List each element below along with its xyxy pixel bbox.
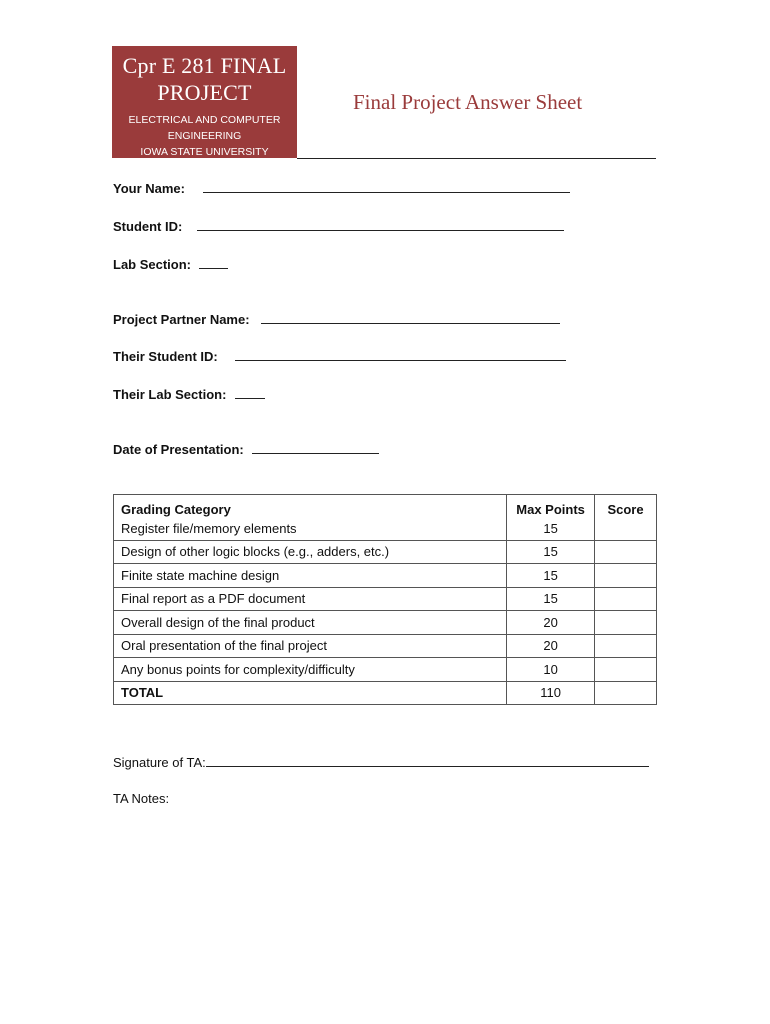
row-score-cell[interactable] (595, 658, 657, 682)
row-max-points: 15 (507, 564, 595, 588)
ta-signature-blank[interactable] (206, 753, 649, 767)
partner-name-blank[interactable] (261, 310, 560, 324)
date-of-presentation-label: Date of Presentation: (113, 442, 244, 457)
lab-section-field (113, 255, 228, 273)
their-lab-section-field (113, 385, 265, 403)
banner-subtitle (112, 112, 297, 160)
row-category: Oral presentation of the final project (114, 634, 507, 658)
their-lab-section-blank[interactable] (235, 385, 265, 399)
lab-section-blank[interactable] (199, 255, 228, 269)
row-category: Final report as a PDF document (114, 587, 507, 611)
banner-sub-line2: ENGINEERING (167, 130, 242, 142)
banner-sub-line1: ELECTRICAL AND COMPUTER (128, 114, 281, 126)
row-max-points: 10 (507, 658, 595, 682)
banner-sub-line3: IOWA STATE UNIVERSITY (140, 146, 269, 158)
date-of-presentation-field (113, 440, 379, 458)
header-max-points: Max Points (507, 495, 595, 517)
grading-table (113, 494, 657, 705)
their-student-id-field (113, 347, 566, 365)
row-max-points: 15 (507, 517, 595, 541)
row-max-points: 15 (507, 540, 595, 564)
row-category: Register file/memory elements (114, 517, 507, 541)
row-score-cell[interactable] (595, 517, 657, 541)
your-name-blank[interactable] (203, 179, 570, 193)
banner-title-line1: Cpr E 281 FINAL (122, 53, 287, 78)
row-score-cell[interactable] (595, 587, 657, 611)
header-score: Score (595, 495, 657, 517)
row-max-points: 15 (507, 587, 595, 611)
row-category: Finite state machine design (114, 564, 507, 588)
partner-name-label: Project Partner Name: (113, 312, 250, 327)
total-max-points: 110 (507, 681, 595, 705)
table-header-row (114, 495, 657, 517)
lab-section-label: Lab Section: (113, 257, 192, 272)
their-student-id-blank[interactable] (235, 347, 566, 361)
row-max-points: 20 (507, 611, 595, 635)
ta-signature-label: Signature of TA: (113, 755, 206, 770)
their-student-id-label: Their Student ID: (113, 349, 218, 364)
ta-notes-label: TA Notes: (113, 791, 170, 806)
date-of-presentation-blank[interactable] (252, 440, 379, 454)
table-row (114, 587, 657, 611)
table-row (114, 517, 657, 541)
table-row (114, 540, 657, 564)
student-id-field (113, 217, 564, 235)
header-grading-category: Grading Category (114, 495, 507, 517)
student-id-label: Student ID: (113, 219, 183, 234)
table-row (114, 634, 657, 658)
sheet-title: Final Project Answer Sheet (353, 90, 583, 114)
row-score-cell[interactable] (595, 564, 657, 588)
table-total-row (114, 681, 657, 705)
student-id-blank[interactable] (197, 217, 564, 231)
your-name-field (113, 179, 570, 197)
your-name-label: Your Name: (113, 181, 185, 196)
row-category: Overall design of the final product (114, 611, 507, 635)
row-category: Design of other logic blocks (e.g., adders, etc.) (114, 540, 507, 564)
row-score-cell[interactable] (595, 611, 657, 635)
row-score-cell[interactable] (595, 634, 657, 658)
course-banner (112, 46, 297, 158)
total-score-cell[interactable] (595, 681, 657, 705)
total-label: TOTAL (114, 681, 507, 705)
row-max-points: 20 (507, 634, 595, 658)
their-lab-section-label: Their Lab Section: (113, 387, 227, 402)
header-divider (297, 158, 656, 159)
table-row (114, 564, 657, 588)
table-row (114, 611, 657, 635)
row-score-cell[interactable] (595, 540, 657, 564)
row-category: Any bonus points for complexity/difficulty (114, 658, 507, 682)
partner-name-field (113, 310, 560, 328)
banner-title-line2: PROJECT (157, 80, 252, 105)
ta-signature-field (113, 753, 649, 770)
table-row (114, 658, 657, 682)
